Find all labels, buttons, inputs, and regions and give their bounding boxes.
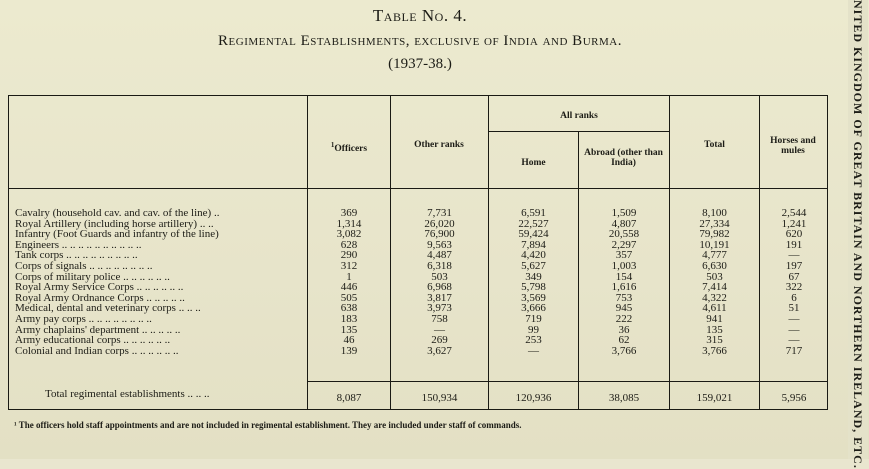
cell-officers: 1,314	[336, 217, 362, 230]
cell-officers: 290	[340, 249, 358, 262]
cell-home: 253	[525, 334, 542, 347]
cell-home: 719	[525, 312, 542, 325]
side-running-head	[848, 0, 868, 469]
cell-total: 79,982	[699, 228, 730, 241]
cell-abroad: 36	[618, 323, 630, 336]
side-running-head-text: NITED KINGDOM OF GREAT BRITAIN AND NORTHERN IRELAND, ETC.	[851, 0, 865, 469]
header-officers: $^1$Officers	[330, 141, 368, 155]
cell-horses: 67	[788, 270, 800, 283]
cell-other: 6,968	[427, 281, 452, 294]
cell-officers: 139	[340, 344, 358, 357]
cell-officers: 369	[340, 207, 358, 219]
cell-abroad: 62	[618, 334, 630, 347]
cell-officers: 638	[340, 302, 358, 315]
header-total: Total	[704, 140, 725, 150]
cell-officers: 312	[340, 259, 358, 272]
column-total	[670, 208, 759, 356]
header-all-ranks: All ranks	[560, 111, 598, 121]
cell-home: 99	[528, 323, 539, 336]
row-label: Royal Army Ordnance Corps .. .. .. .. ..	[15, 291, 185, 304]
header-other-ranks: Other ranks	[414, 140, 464, 150]
total-other-ranks: 150,934	[421, 392, 458, 404]
cell-abroad: 4,807	[611, 217, 637, 230]
cell-home: 7,894	[521, 238, 546, 251]
row-label: Army pay corps .. .. .. .. .. .. .. ..	[15, 312, 152, 325]
cell-abroad: 753	[615, 291, 633, 304]
cell-total: 315	[706, 334, 723, 347]
row-label: Corps of signals .. .. .. .. .. .. .. ..	[15, 259, 153, 272]
cell-other: 269	[431, 334, 448, 347]
cell-home: 22,527	[518, 217, 549, 230]
cell-total: 135	[706, 323, 723, 336]
row-label: Medical, dental and veterinary corps .. .. ..	[15, 302, 201, 315]
cell-total: 6,630	[702, 259, 727, 272]
table-title: Regimental Establishments, exclusive of India and Burma.	[218, 33, 622, 49]
cell-home: —	[528, 344, 539, 357]
cell-officers: 3,082	[336, 228, 362, 241]
cell-other: 4,487	[427, 249, 452, 262]
cell-total: 27,334	[699, 217, 730, 230]
header-home: Home	[521, 158, 546, 168]
cell-horses: 322	[785, 281, 803, 294]
total-abroad: 38,085	[608, 392, 640, 404]
cell-horses: 2,544	[781, 207, 807, 219]
cell-home: 3,666	[521, 302, 546, 315]
cell-horses: —	[788, 334, 800, 347]
row-label: Cavalry (household cav. and cav. of the line) ..	[15, 208, 220, 219]
cell-total: 4,611	[702, 302, 727, 315]
row-label: Army chaplains' department .. .. .. .. ..	[15, 323, 181, 336]
cell-home: 3,569	[521, 291, 546, 304]
column-abroad	[579, 208, 669, 356]
establishment-table	[8, 95, 828, 410]
cell-abroad: 2,297	[611, 238, 637, 251]
total-label: Total regimental establishments .. .. ..	[45, 388, 210, 400]
cell-abroad: 222	[615, 312, 633, 325]
cell-abroad: 945	[615, 302, 633, 315]
cell-abroad: 154	[615, 270, 633, 283]
cell-total: 941	[706, 312, 723, 325]
cell-horses: 6	[791, 291, 797, 304]
row-label: Colonial and Indian corps .. .. .. .. .. ..	[15, 344, 179, 357]
cell-abroad: 20,558	[608, 228, 640, 241]
column-home	[489, 208, 578, 356]
cell-home: 4,420	[521, 249, 546, 262]
cell-other: 6,318	[427, 259, 452, 272]
cell-other: 758	[431, 312, 448, 325]
cell-officers: 446	[340, 281, 358, 294]
row-label: Infantry (Foot Guards and infantry of the line)	[15, 228, 219, 241]
cell-total: 8,100	[702, 207, 727, 219]
column-officers	[308, 208, 390, 356]
cell-other: 503	[431, 270, 448, 283]
cell-home: 5,627	[521, 259, 546, 272]
cell-total: 3,766	[702, 344, 727, 357]
column-horses	[760, 208, 828, 356]
cell-other: 7,731	[427, 207, 452, 219]
cell-home: 59,424	[518, 228, 549, 241]
cell-officers: 628	[340, 238, 358, 251]
table-years: (1937-38.)	[388, 56, 452, 72]
total-officers: 8,087	[336, 392, 362, 404]
cell-total: 10,191	[699, 238, 730, 251]
row-labels	[15, 208, 307, 356]
cell-horses: 717	[785, 344, 803, 357]
row-label: Tank corps .. .. .. .. .. .. .. .. ..	[15, 249, 138, 262]
cell-other: 9,563	[427, 238, 452, 251]
cell-officers: 183	[340, 312, 358, 325]
cell-total: 4,777	[702, 249, 727, 262]
cell-other: 3,817	[427, 291, 452, 304]
row-label: Royal Artillery (including horse artillery) .. ..	[15, 217, 214, 230]
cell-officers: 46	[343, 334, 355, 347]
header-abroad: Abroad (other than India)	[584, 148, 663, 168]
cell-other: 3,627	[427, 344, 452, 357]
cell-abroad: 1,616	[611, 281, 637, 294]
cell-horses: 197	[785, 259, 803, 272]
cell-abroad: 1,003	[611, 259, 637, 272]
column-other-ranks	[391, 208, 488, 356]
cell-home: 6,591	[521, 207, 546, 219]
cell-home: 5,798	[521, 281, 546, 294]
cell-other: 3,973	[427, 302, 452, 315]
cell-officers: 135	[340, 323, 358, 336]
row-label: Royal Army Service Corps .. .. .. .. .. ..	[15, 281, 184, 294]
cell-home: 349	[525, 270, 542, 283]
row-label: Army educational corps .. .. .. .. .. ..	[15, 334, 171, 347]
row-label: Engineers .. .. .. .. .. .. .. .. .. ..	[15, 238, 142, 251]
total-home: 120,936	[515, 392, 552, 404]
cell-horses: 620	[785, 228, 803, 241]
cell-horses: —	[788, 312, 800, 325]
cell-horses: 191	[785, 238, 803, 251]
cell-other: 76,900	[424, 228, 455, 241]
cell-officers: 1	[346, 270, 352, 283]
footnote: ¹ The officers hold staff appointments and are not included in regimental establishment. They are included under staff of commands.	[14, 420, 522, 430]
total-horses: 5,956	[781, 392, 807, 404]
cell-other: —	[434, 323, 445, 336]
cell-abroad: 3,766	[611, 344, 637, 357]
cell-abroad: 1,509	[611, 207, 637, 219]
cell-abroad: 357	[615, 249, 633, 262]
cell-horses: —	[788, 249, 800, 262]
cell-horses: 51	[788, 302, 800, 315]
cell-total: 4,322	[702, 291, 727, 304]
total-total: 159,021	[696, 392, 733, 404]
cell-total: 7,414	[702, 281, 727, 294]
table-number: Table No. 4.	[372, 6, 468, 25]
cell-other: 26,020	[424, 217, 455, 230]
header-horses-mules: Horses and mules	[770, 136, 816, 156]
row-label: Corps of military police .. .. .. .. .. ..	[15, 270, 170, 283]
cell-total: 503	[706, 270, 723, 283]
cell-officers: 505	[340, 291, 358, 304]
cell-horses: —	[788, 323, 800, 336]
cell-horses: 1,241	[781, 217, 807, 230]
